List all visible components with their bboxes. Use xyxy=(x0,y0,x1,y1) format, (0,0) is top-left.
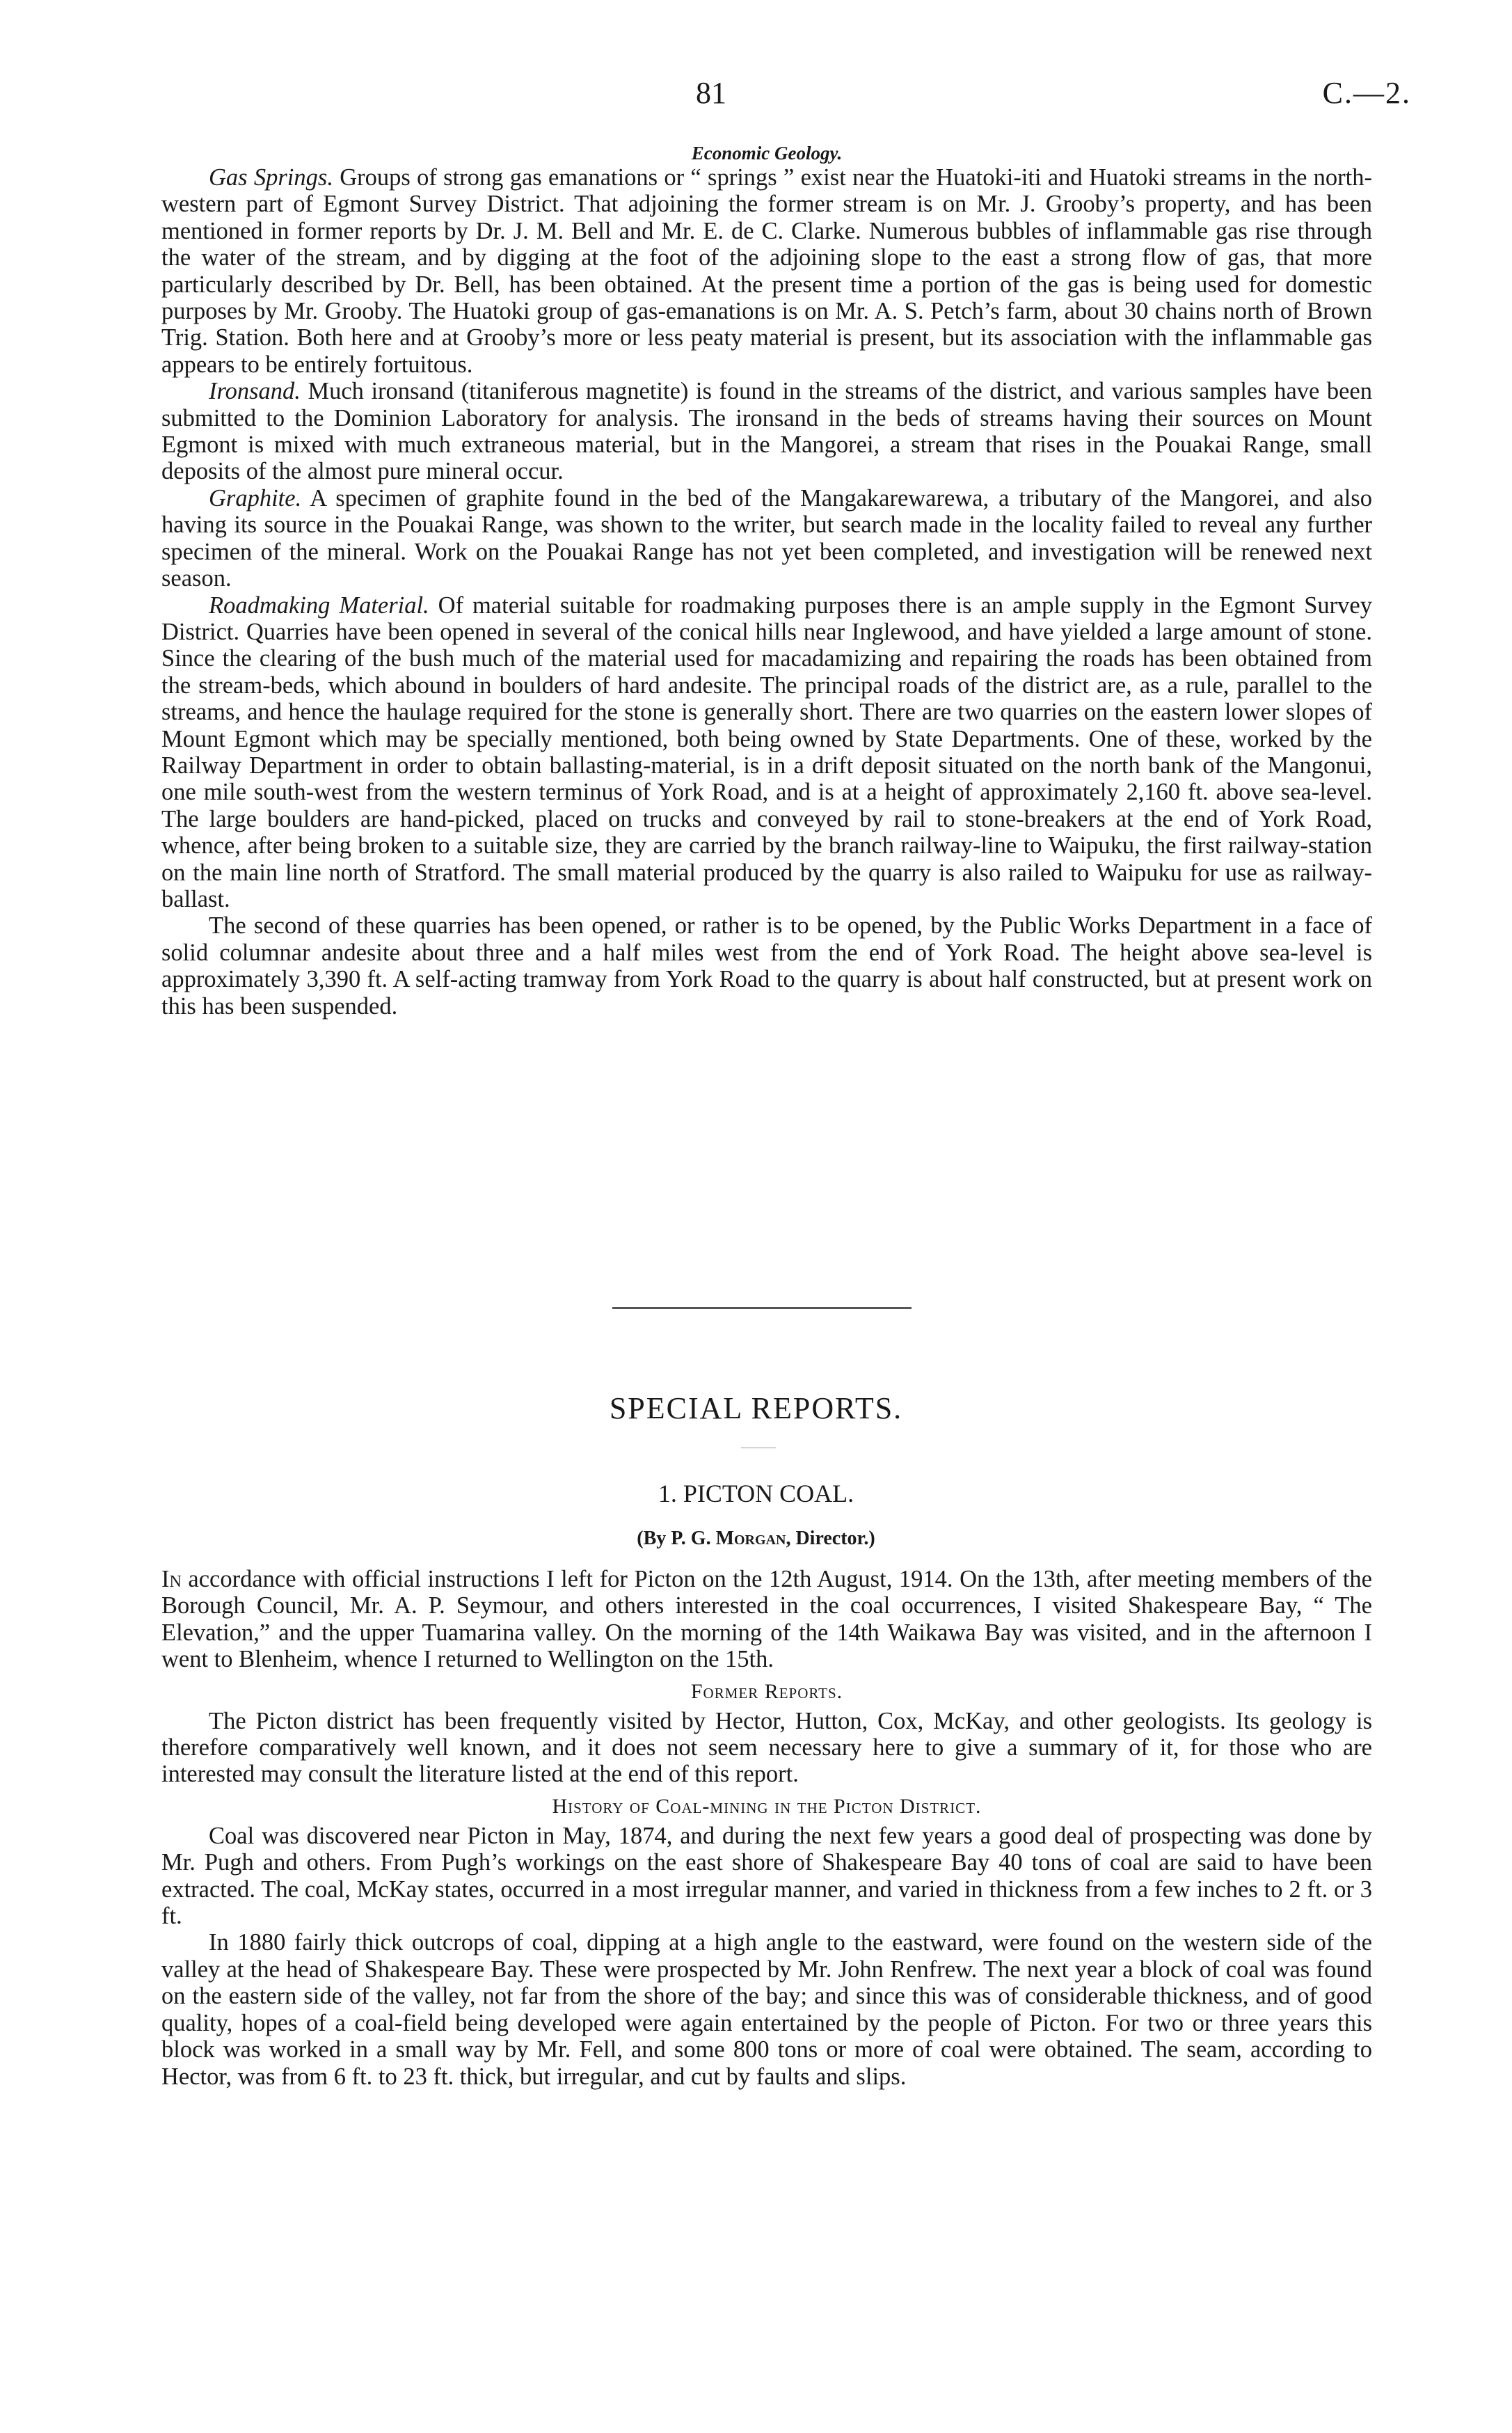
text-graphite: A specimen of graphite found in the bed of the Mangakarewarewa, a tributary of the Mangorei, and also having its source in the Pouakai Range, was shown to the writer, but search made in the locality failed to reveal any further specimen of the mineral. Work on the Pouakai Range has not yet been completed, and investigation will be renewed next season. xyxy=(161,484,1372,592)
section-heading-economic-geology: Economic Geology. xyxy=(691,143,843,164)
page-number: 81 xyxy=(696,76,726,110)
economic-geology-section xyxy=(161,143,1372,1020)
paragraph-second-quarry xyxy=(161,912,1372,1020)
text-second-quarry: The second of these quarries has been opened, or rather is to be opened, by the Public Works Department in a face of solid columnar andesite about three and a half miles west from the end of York Road. The height above sea-level is approximately 3,390 ft. A self-acting tramway from York Road to the quarry is about half constructed, but at present work on this has been suspended. xyxy=(161,912,1372,1020)
text-ironsand: Much ironsand (titaniferous magnetite) is found in the streams of the district, and various samples have been submitted to the Dominion Laboratory for analysis. The ironsand in the beds of streams having their sources on Mount Egmont is mixed with much extraneous material, but in the Mangorei, a stream that rises in the Pouakai Range, small deposits of the almost pure mineral occur. xyxy=(161,378,1372,485)
paragraph-graphite xyxy=(161,485,1372,592)
paragraph-former-reports: The Picton district has been frequently visited by Hector, Hutton, Cox, McKay, and other geologists. Its geology is therefore comparatively well known, and it does not seem necessary here to give a summary of it, for those who are interested may consult the literature listed at the end of this report. xyxy=(161,1707,1372,1788)
section-divider xyxy=(612,1307,912,1309)
paragraph-roadmaking xyxy=(161,592,1372,913)
report-subtitle: 1. PICTON COAL. xyxy=(658,1480,854,1507)
paragraph-history-1: Coal was discovered near Picton in May, 1874, and during the next few years a good deal of prospecting was done by Mr. Pugh and others. From Pugh’s workings on the east shore of Shakespeare Bay 40 tons of coal are said to have been extracted. The coal, McKay states, occurred in a most irregular manner, and varied in thickness from a few inches to 2 ft. or 3 ft. xyxy=(161,1822,1372,1930)
runin-gas-springs: Gas Springs. xyxy=(209,164,333,191)
byline-close: , Director.) xyxy=(786,1528,875,1549)
special-reports-title: SPECIAL REPORTS. xyxy=(609,1391,903,1425)
heading-history: History of Coal-mining in the Picton District. xyxy=(552,1794,982,1818)
intro-text: accordance with official instructions I left for Picton on the 12th August, 1914. On the 13th, after meeting members of the Borough Council, Mr. A. P. Seymour, and others interested in the coal occurrences, I visited Shakespeare Bay, “ The Elevation,” and the upper Tuamarina valley. On the morning of the 14th Waikawa Bay was visited, and in the afternoon I went to Blenheim, whence I returned to Wellington on the 15th. xyxy=(161,1566,1372,1673)
runin-roadmaking: Roadmaking Material. xyxy=(209,592,429,619)
paragraph-gas-springs xyxy=(161,164,1372,378)
intro-first-word: In xyxy=(161,1566,182,1592)
byline-author: Morgan xyxy=(715,1528,786,1549)
page-header xyxy=(0,75,1512,117)
report-byline xyxy=(0,1528,1512,1550)
text-roadmaking: Of material suitable for roadmaking purposes there is an ample supply in the Egmont Survey District. Quarries have been opened in several of the conical hills near Inglewood, and have yielded a large amount of stone. Since the clearing of the bush much of the material used for macadamizing and repairing the roads has been obtained from the stream-beds, which abound in boulders of hard andesite. The principal roads of the district are, as a rule, parallel to the streams, and hence the haulage required for the stone is generally short. There are two quarries on the eastern lower slopes of Mount Egmont which may be specially mentioned, both being owned by State Departments. One of these, worked by the Railway Department in order to obtain ballasting-material, is in a drift deposit situated on the north bank of the Mangonui, one mile south-west from the western terminus of York Road, and is at a height of approximately 2,160 ft. above sea-level. The large boulders are hand-picked, placed on trucks and conveyed by rail to stone-breakers at the end of York Road, whence, after being broken to a suitable size, they are carried by the branch railway-line to Waipuku, the first railway-station on the main line north of Stratford. The small material produced by the quarry is also railed to Waipuku for use as railway-ballast. xyxy=(161,592,1372,912)
byline-open: (By P. G. xyxy=(637,1528,716,1549)
heading-former-reports: Former Reports. xyxy=(690,1679,843,1703)
runin-ironsand: Ironsand. xyxy=(209,378,301,405)
paragraph-ironsand xyxy=(161,378,1372,485)
runin-graphite: Graphite. xyxy=(209,484,302,512)
document-code: C.—2. xyxy=(1322,76,1411,110)
paragraph-history-2: In 1880 fairly thick outcrops of coal, dipping at a high angle to the eastward, were found on the western side of the valley at the head of Shakespeare Bay. These were prospected by Mr. John Renfrew. The next year a block of coal was found on the eastern side of the valley, not far from the shore of the bay; and since this was of considerable thickness, and of good quality, hopes of a coal-field being developed were again entertained by the people of Picton. For two or three years this block was worked in a small way by Mr. Fell, and some 800 tons or more of coal were obtained. The seam, according to Hector, was from 6 ft. to 23 ft. thick, but irregular, and cut by faults and slips. xyxy=(161,1929,1372,2090)
text-gas-springs: Groups of strong gas emanations or “ springs ” exist near the Huatoki-iti and Huatoki streams in the north-western part of Egmont Survey District. That adjoining the former stream is on Mr. J. Grooby’s property, and has been mentioned in former reports by Dr. J. M. Bell and Mr. E. de C. Clarke. Numerous bubbles of inflammable gas rise through the water of the stream, and by digging at the foot of the adjoining slope to the east a strong flow of gas, that more particularly described by Dr. Bell, has been obtained. At the present time a portion of the gas is being used for domestic purposes by Mr. Grooby. The Huatoki group of gas-emanations is on Mr. A. S. Petch’s farm, about 30 chains north of Brown Trig. Station. Both here and at Grooby’s more or less peaty material is present, but its association with the inflammable gas appears to be entirely fortuitous. xyxy=(161,164,1372,378)
paragraph-intro xyxy=(161,1566,1372,1673)
picton-coal-section xyxy=(161,1566,1372,2090)
